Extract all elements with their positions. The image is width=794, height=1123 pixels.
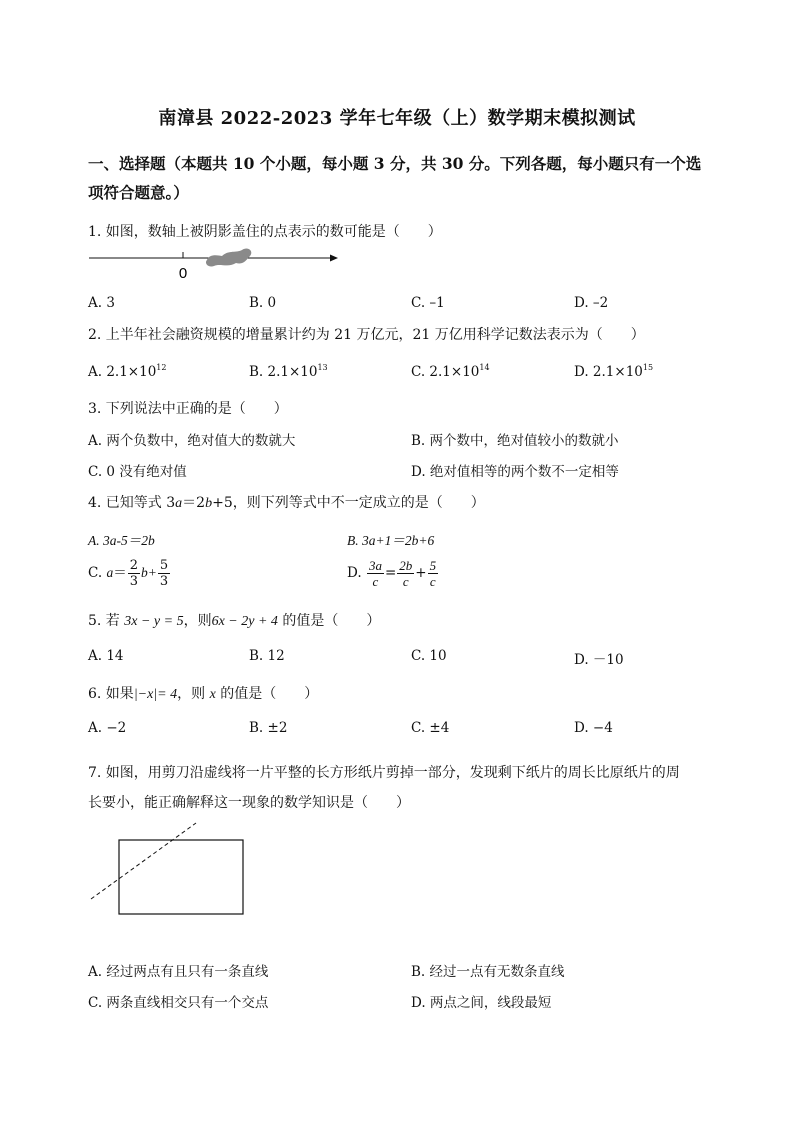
q5-option-a[interactable]: A. 14 [88,648,124,664]
q7-rectangle-figure [86,820,250,920]
q4-option-a[interactable]: A. 3a-5＝2b [88,533,155,548]
section-heading-line1: 一、选择题（本题共 10 个小题，每小题 3 分，共 30 分。下列各题，每小题只有一个选 [88,154,702,173]
q4-option-d[interactable]: D. $\frac{3a}{c}$ = $\frac{2b}{c}$ + $\frac{5}{c}$ [347,558,437,589]
q1-option-b[interactable]: B. 0 [249,295,277,311]
q2-option-c[interactable]: C. $2.1\times 10^{14}$ [411,363,490,380]
q1-option-d[interactable]: D. –2 [574,295,609,311]
shaded-blob [206,249,251,267]
q6-option-a[interactable]: A. −2 [88,720,127,736]
q2-option-a[interactable]: A. $2.1\times 10^{12}$ [88,363,167,380]
q4-option-b[interactable]: B. 3a+1＝2b+6 [347,533,435,548]
q4-stem: 4. 已知等式 3a＝2b+5，则下列等式中不一定成立的是（ ） [88,495,485,511]
number-line-origin-label: 0 [178,265,188,282]
section-heading-line2: 项符合题意。） [88,183,189,202]
q7-stem-line1: 7. 如图，用剪刀沿虚线将一片平整的长方形纸片剪掉一部分，发现剩下纸片的周长比原纸片的周 [88,765,680,781]
q6-stem: 6. 如果|−x|= 4，则 x 的值是（ ） [88,686,319,702]
q2-stem: 2. 上半年社会融资规模的增量累计约为 21 万亿元，21 万亿用科学记数法表示为（ ） [88,327,645,343]
q1-option-c[interactable]: C. –1 [411,295,445,311]
q7-option-b[interactable]: B. 经过一点有无数条直线 [411,964,565,980]
q7-option-d[interactable]: D. 两点之间，线段最短 [411,995,552,1011]
q5-option-d[interactable]: D. －10 [574,652,624,668]
q7-option-c[interactable]: C. 两条直线相交只有一个交点 [88,995,269,1011]
number-line-arrow [330,255,338,262]
q5-option-b[interactable]: B. 12 [249,648,285,664]
q5-option-c[interactable]: C. 10 [411,648,447,664]
q1-stem: 1. 如图，数轴上被阴影盖住的点表示的数可能是（ ） [88,224,442,240]
q2-option-d[interactable]: D. $2.1\times 10^{15}$ [574,363,654,380]
q7-option-a[interactable]: A. 经过两点有且只有一条直线 [88,964,269,980]
q6-option-c[interactable]: C. ±4 [411,720,450,736]
q4-option-c[interactable]: C. a＝ $\frac{2}{3}$ b+ $\frac{5}{3}$ [88,558,169,589]
q5-stem: 5. 若 3x − y = 5，则6x − 2y + 4 的值是（ ） [88,613,381,629]
q3-option-c[interactable]: C. 0 没有绝对值 [88,464,187,480]
q3-option-b[interactable]: B. 两个数中，绝对值较小的数就小 [411,433,619,449]
q6-option-d[interactable]: D. −4 [574,720,613,736]
q7-stem-line2: 长要小，能正确解释这一现象的数学知识是（ ） [88,795,410,811]
q1-option-a[interactable]: A. 3 [88,295,115,311]
q1-number-line [86,244,342,284]
cut-dashed-line [91,823,196,899]
q3-option-d[interactable]: D. 绝对值相等的两个数不一定相等 [411,464,619,480]
q2-option-b[interactable]: B. $2.1\times 10^{13}$ [249,363,328,380]
paper-rectangle [119,840,243,914]
q3-stem: 3. 下列说法中正确的是（ ） [88,401,288,417]
page-title: 南漳县 2022-2023 学年七年级（上）数学期末模拟测试 [158,108,636,129]
q6-option-b[interactable]: B. ±2 [249,720,288,736]
q3-option-a[interactable]: A. 两个负数中，绝对值大的数就大 [88,433,296,449]
